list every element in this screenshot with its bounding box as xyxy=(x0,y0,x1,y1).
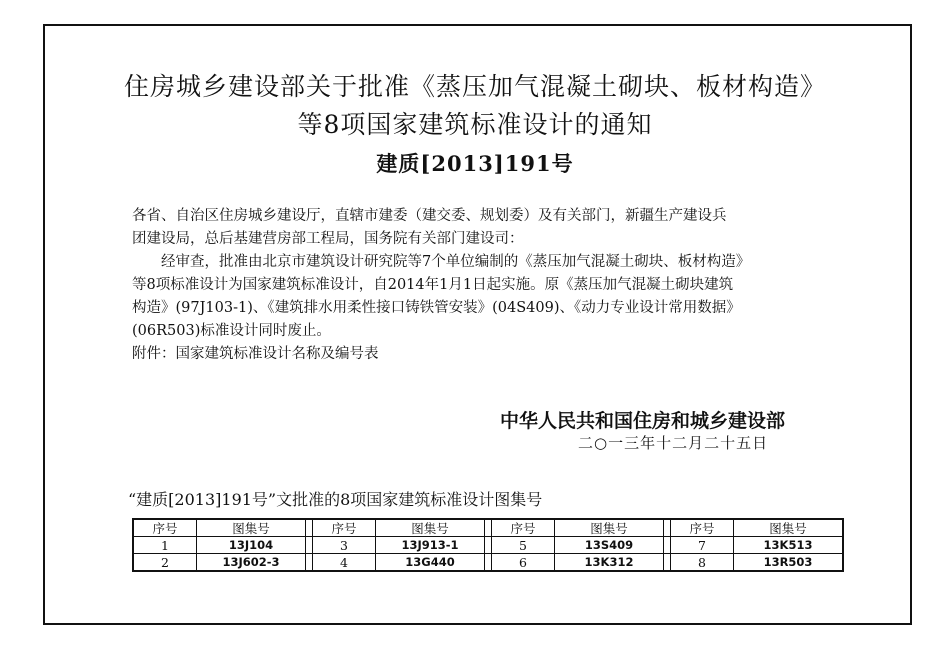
column-gap xyxy=(664,537,671,554)
column-gap xyxy=(485,537,492,554)
document-number: 建质[2013]191号 xyxy=(376,151,574,176)
header-no: 序号 xyxy=(133,519,197,537)
header-code: 图集号 xyxy=(734,519,844,537)
atlas-code: 13J104 xyxy=(197,537,306,554)
attachment-line: 附件：国家建筑标准设计名称及编号表 xyxy=(132,346,379,362)
row-no: 3 xyxy=(313,537,376,554)
column-gap xyxy=(485,554,492,572)
row-no: 4 xyxy=(313,554,376,572)
header-code: 图集号 xyxy=(376,519,485,537)
column-gap xyxy=(306,537,313,554)
column-gap xyxy=(664,519,671,537)
body-line-3: 经审查，批准由北京市建筑设计研究院等7个单位编制的《蒸压加气混凝土砌块、板材构造》 xyxy=(161,254,751,270)
atlas-code: 13K312 xyxy=(555,554,664,572)
atlas-table xyxy=(132,518,844,572)
row-no: 2 xyxy=(133,554,197,572)
table-header-row xyxy=(133,519,843,537)
table-row xyxy=(133,554,843,572)
header-code: 图集号 xyxy=(555,519,664,537)
table-row xyxy=(133,537,843,554)
notice-title-line2: 等8项国家建筑标准设计的通知 xyxy=(297,110,653,139)
row-no: 5 xyxy=(492,537,555,554)
row-no: 7 xyxy=(671,537,734,554)
atlas-code: 13S409 xyxy=(555,537,664,554)
issue-date: 二○一三年十二月二十五日 xyxy=(578,434,769,452)
body-line-6: (06R503)标准设计同时废止。 xyxy=(132,323,331,339)
header-no: 序号 xyxy=(671,519,734,537)
body-line-2: 团建设局，总后基建营房部工程局，国务院有关部门建设司： xyxy=(132,231,524,247)
atlas-code: 13R503 xyxy=(734,554,844,572)
body-line-4: 等8项标准设计为国家建筑标准设计，自2014年1月1日起实施。原《蒸压加气混凝土砌块建筑 xyxy=(132,277,734,293)
atlas-code: 13J913-1 xyxy=(376,537,485,554)
body-line-5: 构造》(97J103-1)、《建筑排水用柔性接口铸铁管安装》(04S409)、《动力专业设计常用数据》 xyxy=(132,300,741,316)
issuer: 中华人民共和国住房和城乡建设部 xyxy=(500,410,786,432)
body-line-1: 各省、自治区住房城乡建设厅，直辖市建委（建交委、规划委）及有关部门，新疆生产建设兵 xyxy=(132,208,727,224)
row-no: 6 xyxy=(492,554,555,572)
table-title: “建质[2013]191号”文批准的8项国家建筑标准设计图集号 xyxy=(128,490,543,509)
notice-title-line1: 住房城乡建设部关于批准《蒸压加气混凝土砌块、板材构造》 xyxy=(123,72,826,101)
row-no: 1 xyxy=(133,537,197,554)
column-gap xyxy=(306,554,313,572)
atlas-code: 13K513 xyxy=(734,537,844,554)
row-no: 8 xyxy=(671,554,734,572)
column-gap xyxy=(306,519,313,537)
header-code: 图集号 xyxy=(197,519,306,537)
column-gap xyxy=(485,519,492,537)
atlas-code: 13J602-3 xyxy=(197,554,306,572)
column-gap xyxy=(664,554,671,572)
header-no: 序号 xyxy=(313,519,376,537)
header-no: 序号 xyxy=(492,519,555,537)
atlas-code: 13G440 xyxy=(376,554,485,572)
